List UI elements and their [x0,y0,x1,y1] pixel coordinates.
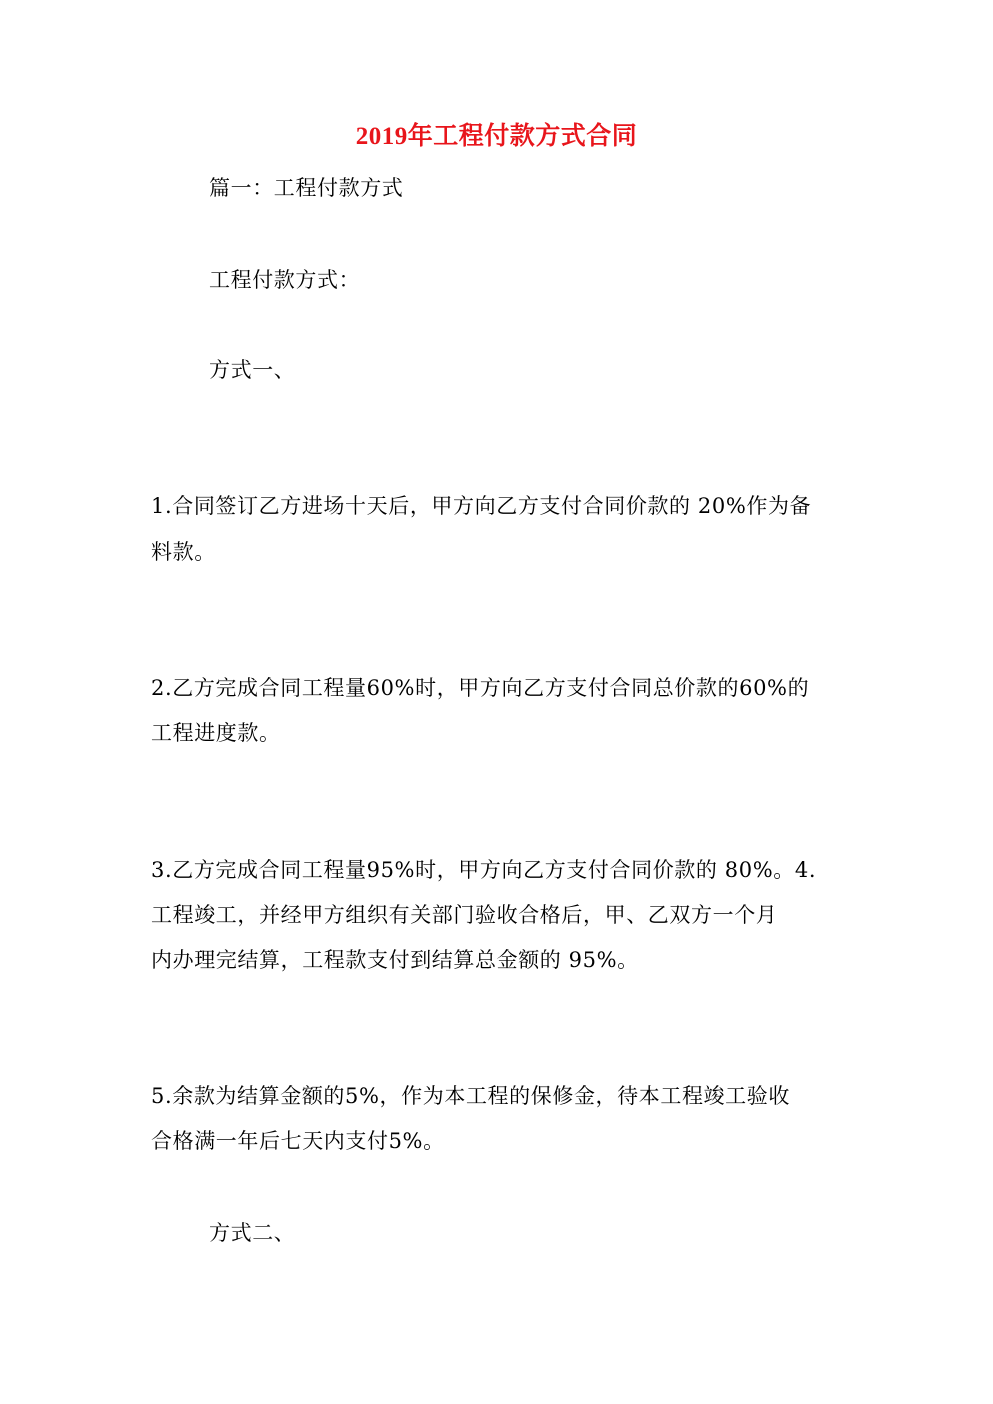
item-3-line-1: 3.乙方完成合同工程量95%时，甲方向乙方支付合同价款的 80%。4. [151,858,817,882]
methods-heading: 工程付款方式： [209,268,361,292]
item-1-line-2: 料款。 [151,540,216,564]
method-one-label: 方式一、 [209,358,296,382]
document-title: 2019年工程付款方式合同 [355,123,638,150]
item-1-line-1: 1.合同签订乙方进场十天后，甲方向乙方支付合同价款的 20%作为备 [151,494,812,518]
section-heading: 篇一：工程付款方式 [209,176,404,200]
item-3-line-2: 工程竣工，并经甲方组织有关部门验收合格后，甲、乙双方一个月 [151,903,778,927]
method-two-label: 方式二、 [209,1221,296,1245]
item-2-line-2: 工程进度款。 [151,721,281,745]
item-3-line-3: 内办理完结算，工程款支付到结算总金额的 95%。 [151,948,639,972]
item-2-line-1: 2.乙方完成合同工程量60%时，甲方向乙方支付合同总价款的60%的 [151,676,810,700]
item-5-line-1: 5.余款为结算金额的5%，作为本工程的保修金，待本工程竣工验收 [151,1084,790,1108]
item-5-line-2: 合格满一年后七天内支付5%。 [151,1129,445,1153]
